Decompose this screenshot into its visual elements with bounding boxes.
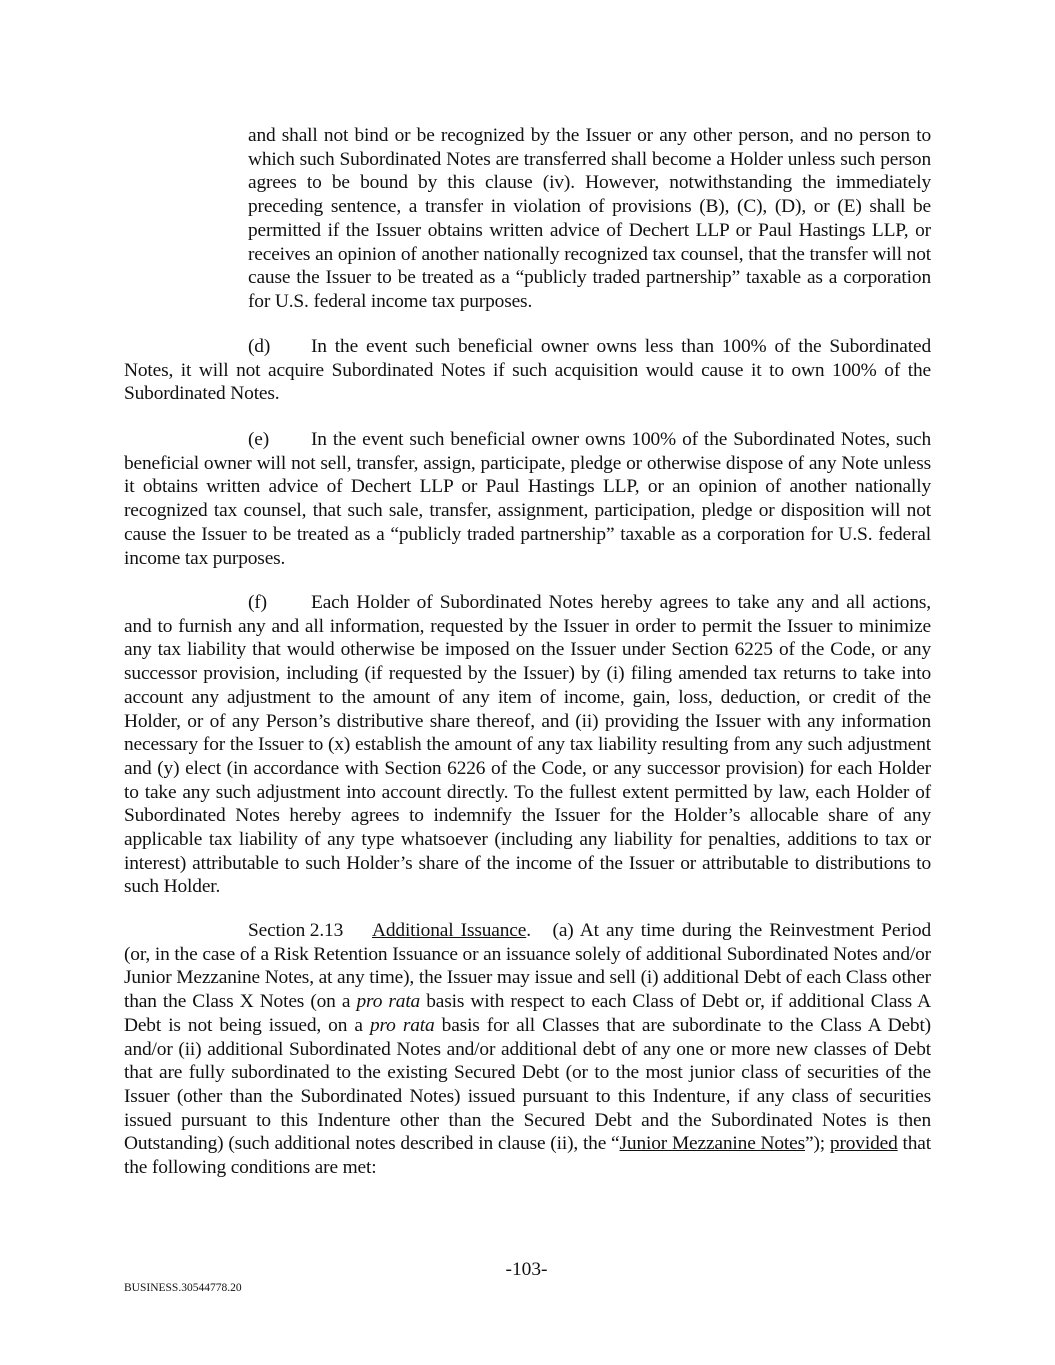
- defined-term: Junior Mezzanine Notes: [619, 1133, 806, 1155]
- section-number: Section 2.13: [248, 920, 344, 941]
- proviso-term: provided: [829, 1133, 898, 1155]
- italic-term: pro rata: [369, 1014, 435, 1036]
- continuation-paragraph: [248, 124, 931, 314]
- continuation-paragraph-text: and shall not bind or be recognized by the Issuer or any other person, and no person to which such Subordinated Notes are transferred shall become a Holder unless such person agrees to be bound by this clause (iv). However, notwithstanding the immediately preceding sentence, a transfer in violation of provisions (B), (C), (D), or (E) shall be permitted if the Issuer obtains written advice of Dechert LLP or Paul Hastings LLP, or receives an opinion of another nationally recognized tax counsel, that the transfer will not cause the Issuer to be treated as a “publicly traded partnership” taxable as a corporation for U.S. federal income tax purposes.: [248, 125, 931, 312]
- section-2-13: Section 2.13 Additional Issuance. (a) At any time during the Reinvestment Period (or, in the case of a Risk Retention Issuance or an issuance solely of additional Subordinated Notes and/or Junior Mezzanine Notes, at any time), the Issuer may issue and sell (i) additional Debt of each Class other than the Class X Notes (on a pro rata basis with respect to each Class of Debt or, if additional Class A Debt is not being issued, on a pro rata basis for all Classes that are subordinate to the Class A Debt) and/or (ii) additional Subordinated Notes and/or additional debt of any one or more new classes of Debt that are fully subordinated to the existing Secured Debt (or to the most junior class of securities of the Issuer (other than the Subordinated Notes) issued pursuant to this Indenture, if any class of securities issued pursuant to this Indenture other than the Secured Debt and the Subordinated Notes is then Outstanding) (such additional notes described in clause (ii), the “Junior Mezzanine Notes”); provided that the following conditions are met:: [124, 920, 932, 1179]
- section-text: (a) At any time during the Reinvestment Period (or, in the case of a Risk Retention Issuance or an issuance solely of additional Subordinated Notes and/or Junior Mezzanine Notes, at any time), the Issuer may issue and sell (i) additional Debt of each Class other than the Class X Notes (on a: [124, 920, 932, 1013]
- page-number: -103-: [505, 1259, 548, 1280]
- italic-term: pro rata: [356, 991, 421, 1013]
- section-title: Additional Issuance: [372, 920, 527, 941]
- paragraph-marker: (d): [248, 336, 271, 357]
- paragraph-text: In the event such beneficial owner owns 100% of the Subordinated Notes, such beneficial owner will not sell, transfer, assign, participate, pledge or otherwise dispose of any Note unless it obtains written advice of Dechert LLP or Paul Hastings LLP, or an opinion of another nationally recognized tax counsel, that such sale, transfer, assignment, participation, pledge or disposition will not cause the Issuer to be treated as a “publicly traded partnership” taxable as a corporation for U.S. federal income tax purposes.: [124, 429, 931, 569]
- paragraph-d: [124, 335, 931, 406]
- paragraph-e: [124, 428, 931, 570]
- paragraph-f: [124, 591, 931, 899]
- document-footer-id: BUSINESS.30544778.20: [124, 1282, 242, 1294]
- paragraph-marker: (f): [248, 592, 267, 613]
- paragraph-text: In the event such beneficial owner owns less than 100% of the Subordinated Notes, it will not acquire Subordinated Notes if such acquisition would cause it to own 100% of the Subordinated Notes.: [124, 336, 931, 405]
- paragraph-marker: (e): [248, 429, 270, 450]
- paragraph-text: Each Holder of Subordinated Notes hereby agrees to take any and all actions, and to furnish any and all information, requested by the Issuer in order to permit the Issuer to minimize any tax liability that would otherwise be imposed on the Issuer under Section 6225 of the Code, or any successor provision, including (if requested by the Issuer) by (i) filing amended tax returns to take into account any adjustment to the amount of any item of income, gain, loss, deduction, or credit of the Holder, or of any Person’s distributive share thereof, and (ii) providing the Issuer with any information necessary for the Issuer to (x) establish the amount of any tax liability resulting from any such adjustment and (y) elect (in accordance with Section 6226 of the Code, or any successor provision) for each Holder to take any such adjustment into account directly. To the fullest extent permitted by law, each Holder of Subordinated Notes hereby agrees to indemnify the Issuer for the Holder’s allocable share of any applicable tax liability of any type whatsoever (including any liability for penalties, additions to tax or interest) attributable to such Holder’s share of the income of the Issuer or attributable to distributions to such Holder.: [124, 592, 931, 898]
